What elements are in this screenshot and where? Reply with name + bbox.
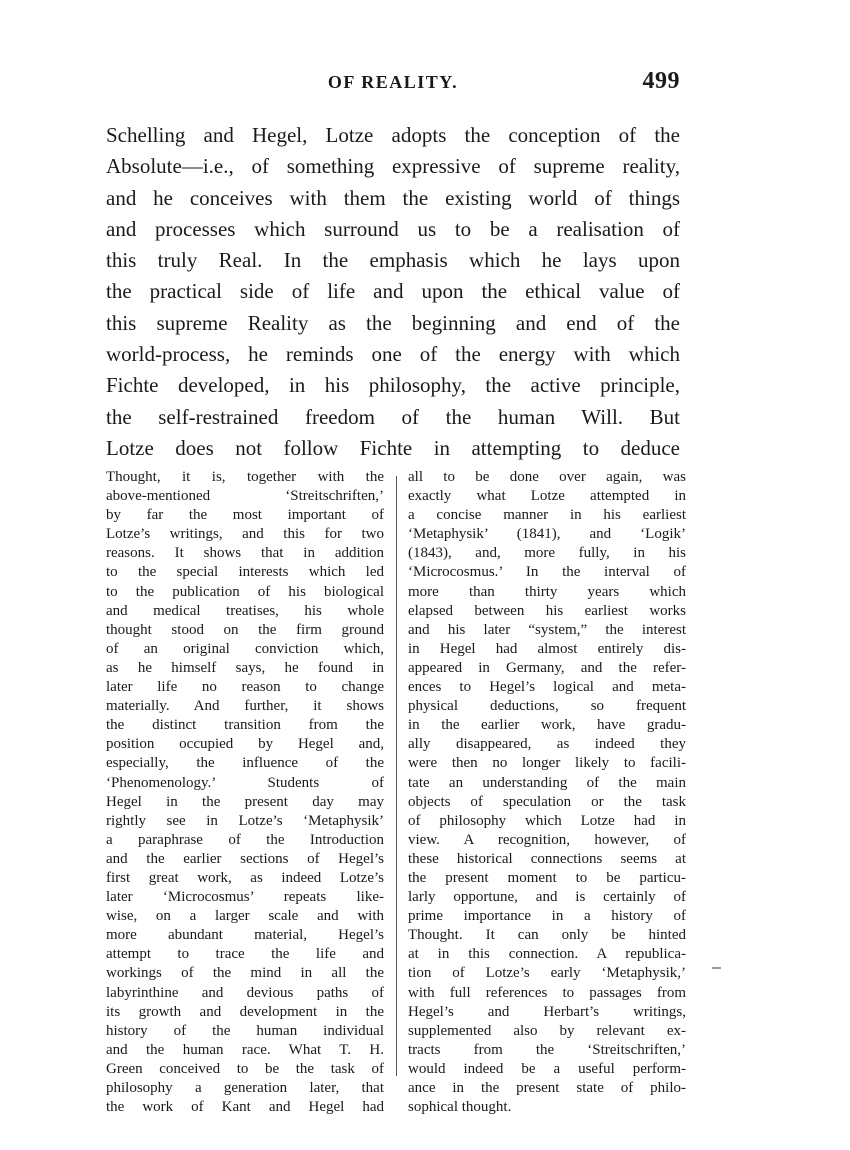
footnote-line: Thought, it is, together with the [106, 469, 384, 485]
footnote-line: history of the human individual [106, 1022, 384, 1039]
margin-mark [712, 967, 721, 969]
body-line: the practical side of life and upon the ethical value of [106, 279, 680, 304]
footnote-line: Lotze’s writings, and this for two [106, 526, 384, 543]
footnote-line: later ‘Microcosmus’ repeats like- [106, 889, 384, 906]
footnote-line: ally disappeared, as indeed they [408, 736, 686, 753]
body-line: Fichte developed, in his philosophy, the active principle, [106, 373, 680, 398]
footnote-line: especially, the influence of the [106, 755, 384, 772]
footnote-line: tate an understanding of the main [408, 774, 686, 791]
footnote-line: Hegel’s and Herbart’s writings, [408, 1003, 686, 1020]
footnote-line: a concise manner in his earliest [408, 507, 686, 524]
footnote-right-column [408, 468, 686, 1117]
footnote-line: rightly see in Lotze’s ‘Metaphysik’ [106, 812, 384, 829]
footnote-line: Thought. It can only be hinted [408, 927, 686, 944]
footnote-line: position occupied by Hegel and, [106, 736, 384, 753]
footnote-line: ance in the present state of philo- [408, 1080, 686, 1096]
footnote-line: of an original conviction which, [106, 640, 384, 657]
footnote-line: later life no reason to change [106, 679, 384, 696]
footnote-line: ‘Microcosmus.’ In the interval of [408, 564, 686, 581]
footnote-line: larly opportune, and is certainly of [408, 889, 686, 906]
footnote-line: materially. And further, it shows [106, 698, 384, 715]
footnote-line: Hegel in the present day may [106, 793, 384, 810]
footnote-line: elapsed between his earliest works [408, 602, 686, 619]
page-number: 499 [642, 68, 680, 94]
footnote-line: and the human race. What T. H. [106, 1041, 384, 1058]
footnote-line: attempt to trace the life and [106, 946, 384, 963]
footnote-line: at in this connection. A republica- [408, 946, 686, 963]
footnote-line: to the publication of his biological [106, 583, 384, 600]
footnote-line: appeared in Germany, and the refer- [408, 659, 686, 676]
footnote-line: supplemented also by relevant ex- [408, 1022, 686, 1039]
footnote-line: by far the most important of [106, 507, 384, 524]
body-line: this supreme Reality as the beginning and end of the [106, 310, 680, 335]
footnote-line: to the special interests which led [106, 564, 384, 581]
footnote-line: prime importance in a history of [408, 908, 686, 925]
body-line: and processes which surround us to be a realisation of [106, 216, 680, 241]
footnote-line: of philosophy which Lotze had in [408, 812, 686, 829]
footnote-line: tion of Lotze’s early ‘Metaphysik,’ [408, 965, 686, 982]
footnote-line: and his later “system,” the interest [408, 621, 686, 638]
footnote-line: tracts from the ‘Streitschriften,’ [408, 1041, 686, 1058]
footnote-line: Green conceived to be the task of [106, 1060, 384, 1077]
footnote-line: the work of Kant and Hegel had [106, 1099, 384, 1116]
body-line: this truly Real. In the emphasis which he lays upon [106, 248, 680, 273]
footnote-line: more than thirty years which [408, 583, 686, 600]
footnote-line: objects of speculation or the task [408, 793, 686, 810]
footnote-line: (1843), and, more fully, in his [408, 545, 686, 562]
footnote-line: and the earlier sections of Hegel’s [106, 850, 384, 867]
footnote-line: sophical thought. [408, 1099, 512, 1116]
body-line: the self-restrained freedom of the human Will. But [106, 404, 680, 429]
footnote-line: ‘Metaphysik’ (1841), and ‘Logik’ [408, 526, 686, 543]
footnote-line: first great work, as indeed Lotze’s [106, 869, 384, 886]
footnote-line: thought stood on the firm ground [106, 621, 384, 638]
footnote-line: as he himself says, he found in [106, 659, 384, 676]
running-header [106, 68, 680, 102]
footnote-line: and medical treatises, his whole [106, 602, 384, 619]
footnote-line: all to be done over again, was [408, 469, 686, 485]
footnote-line: these historical connections seems at [408, 850, 686, 867]
footnote-line: labyrinthine and devious paths of [106, 984, 384, 1001]
footnote-line: the present moment to be particu- [408, 869, 686, 886]
footnote-line: exactly what Lotze attempted in [408, 488, 686, 505]
footnote-line: wise, on a larger scale and with [106, 908, 384, 925]
footnote-line: ences to Hegel’s logical and meta- [408, 679, 686, 696]
footnote-line: the distinct transition from the [106, 717, 384, 734]
footnote-line: workings of the mind in all the [106, 965, 384, 982]
footnote-line: view. A recognition, however, of [408, 831, 686, 848]
footnote-left-column [106, 468, 384, 1117]
body-line: Schelling and Hegel, Lotze adopts the conception of the [106, 123, 680, 147]
footnote-line: its growth and development in the [106, 1003, 384, 1020]
footnote-line: more abundant material, Hegel’s [106, 927, 384, 944]
footnote-line: ‘Phenomenology.’ Students of [106, 774, 384, 791]
footnote-line: physical deductions, so frequent [408, 698, 686, 715]
footnote-line: in Hegel had almost entirely dis- [408, 640, 686, 657]
footnote-line: were then no longer likely to facili- [408, 755, 686, 772]
footnote-line: with full references to passages from [408, 984, 686, 1001]
running-title: OF REALITY. [327, 72, 459, 92]
body-line: and he conceives with them the existing world of things [106, 185, 680, 210]
footnote-line: would indeed be a useful perform- [408, 1060, 686, 1077]
body-line: world-process, he reminds one of the energy with which [106, 342, 680, 367]
column-divider [396, 476, 397, 1076]
body-line: Lotze does not follow Fichte in attempting to deduce [106, 435, 680, 460]
footnote-line: a paraphrase of the Introduction [106, 831, 384, 848]
footnote-block [106, 468, 686, 1116]
main-body-text [106, 120, 680, 464]
footnote-line: reasons. It shows that in addition [106, 545, 384, 562]
body-line: Absolute—i.e., of something expressive of supreme reality, [106, 154, 680, 179]
footnote-line: above-mentioned ‘Streitschriften,’ [106, 488, 384, 505]
footnote-line: philosophy a generation later, that [106, 1080, 384, 1096]
footnote-line: in the earlier work, have gradu- [408, 717, 686, 734]
